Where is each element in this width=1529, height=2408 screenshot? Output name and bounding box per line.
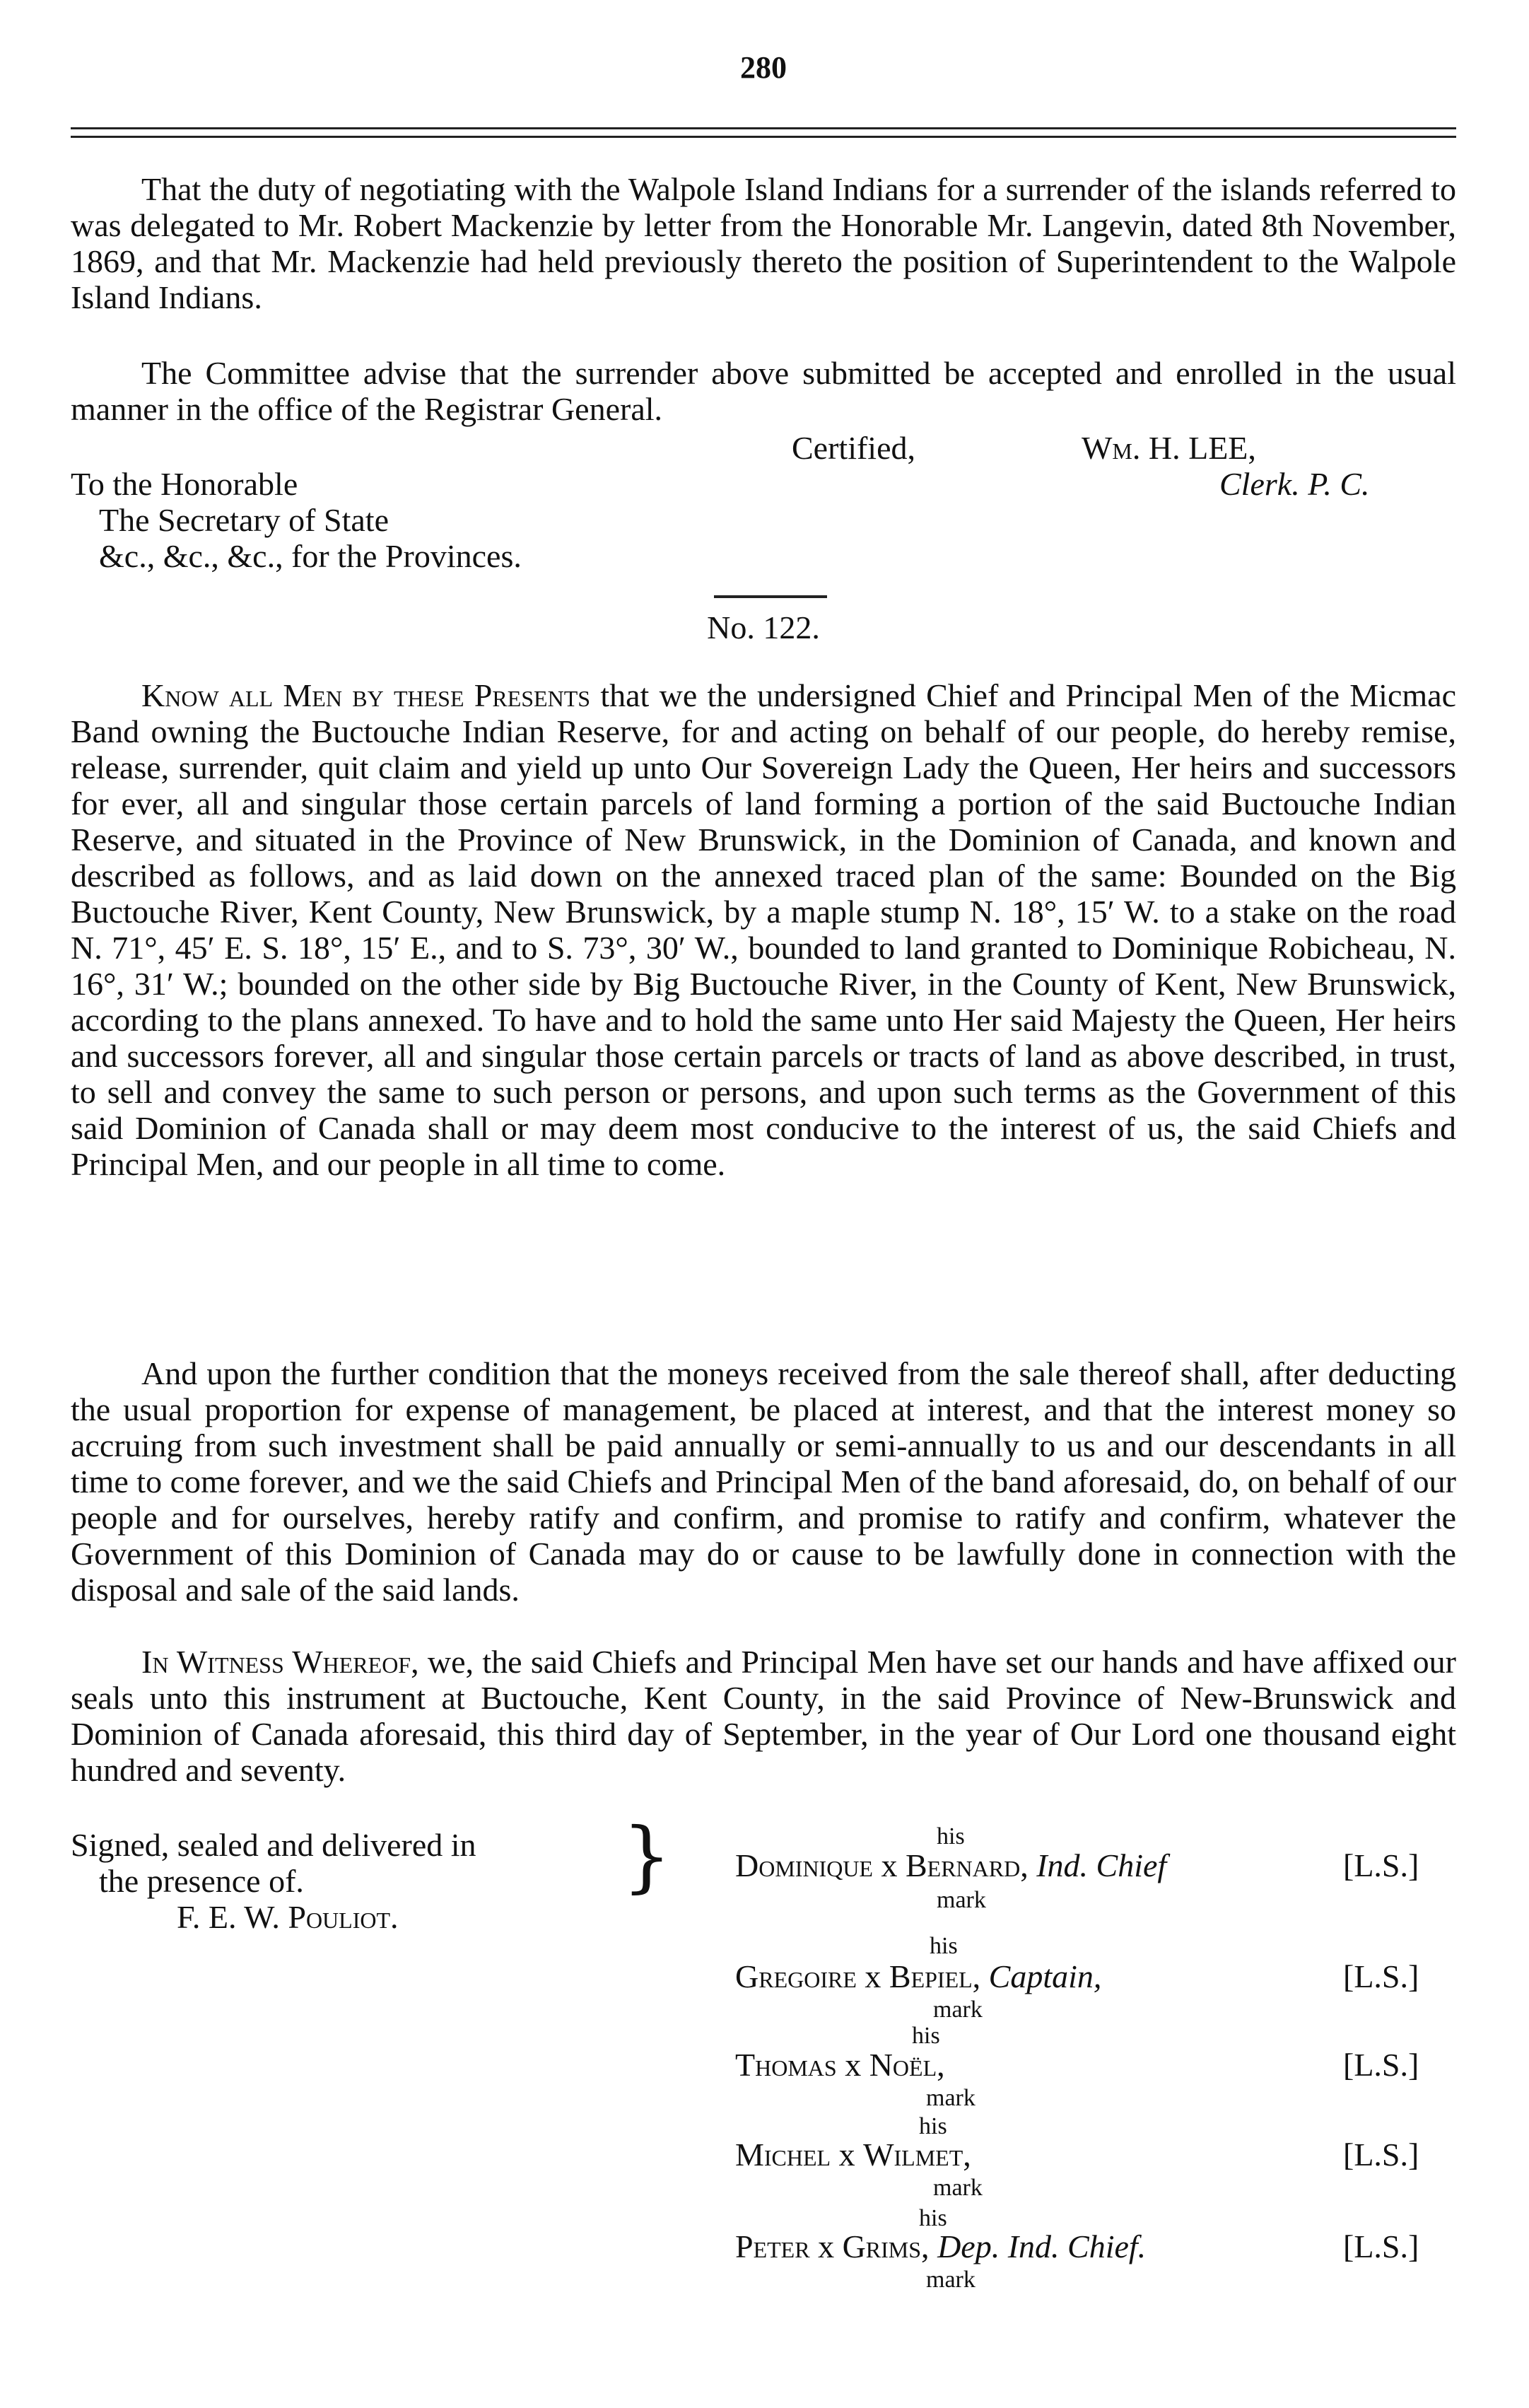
mark-label: mark: [937, 1887, 986, 1913]
deed-body-text: that we the undersigned Chief and Principal Men of the Micmac Band owning the Buctouche Indian Reserve, for and acting on behalf of our people, do hereby remise, release, surrender, quit claim and yield up unto Our Sovereign Lady the Queen, Her heirs and successors for ever, all and singular those certain parcels of land forming a portion of the said Buctouche Indian Reserve, and situated in the Province of New Brunswick, in the Dominion of Canada, and known and described as follows, and as laid down on the annexed traced plan of the same: Bounded on the Big Buctouche River, Kent County, New Brunswick, by a maple stump N. 18°, 15′ W. to a stake on the road N. 71°, 45′ E. S. 18°, 15′ E., and to S. 73°, 30′ W., bounded to land granted to Dominique Robicheau, N. 16°, 31′ W.; bounded on the other side by Big Buctouche River, in the County of Kent, New Brunswick, according to the plans annexed. To have and to hold the same unto Her said Majesty the Queen, Her heirs and successors forever, all and singular those certain parcels or tracts of land as above described, in trust, to sell and convey the same to such person or persons, and upon such terms as the Government of this said Dominion of Canada shall or may deem most conducive to the interest of us, the said Chiefs and Principal Men, and our people in all time to come.: [71, 677, 1456, 1182]
seal-label: [L.S.]: [1343, 2047, 1419, 2083]
witness-name: F. E. W. Pouliot.: [177, 1899, 399, 1935]
header-rule-bottom: [71, 136, 1456, 138]
signatory-name: Michel x Wilmet,: [735, 2137, 971, 2173]
mark-label: mark: [933, 1997, 983, 2023]
his-label: his: [912, 2023, 940, 2049]
header-rule-top: [71, 127, 1456, 129]
brace-icon: }: [622, 1811, 672, 1901]
paragraph-walpole-negotiation: That the duty of negotiating with the Walpole Island Indians for a surrender of the islands referred to was delegated to Mr. Robert Mackenzie by letter from the Honorable Mr. Langevin, dated 8th November, 1869, and that Mr. Mackenzie had held previously thereto the position of Superintendent to the Walpole Island Indians.: [71, 171, 1456, 315]
signatory-name: Peter x Grims, Dep. Ind. Chief.: [735, 2228, 1147, 2264]
seal-label: [L.S.]: [1343, 2228, 1419, 2264]
certifier-name: Wm. H. LEE,: [1082, 430, 1256, 466]
document-number: No. 122.: [707, 609, 820, 645]
witness-opening-words: In Witness Whereof,: [141, 1644, 419, 1680]
deed-opening-words: Know all Men by these Presents: [141, 677, 591, 713]
signatory-name: Thomas x Noël,: [735, 2047, 945, 2083]
address-line-2: The Secretary of State: [99, 502, 389, 538]
paragraph-in-witness: [71, 1644, 1456, 1788]
mark-label: mark: [933, 2175, 983, 2201]
section-divider: [714, 595, 827, 598]
address-line-3: &c., &c., &c., for the Provinces.: [99, 538, 522, 574]
his-label: his: [919, 2205, 947, 2231]
address-line-1: To the Honorable: [71, 466, 298, 502]
paragraph-further-condition: And upon the further condition that the moneys received from the sale thereof shall, after deducting the usual proportion for expense of management, be placed at interest, and that the interest money so accruing from such investment shall be paid annually or semi-annually to us and our descendants in all time to come forever, and we the said Chiefs and Principal Men of the band aforesaid, do, on behalf of our people and for ourselves, hereby ratify and confirm, and promise to ratify and confirm, whatever the Government of this Dominion of Canada may do or cause to be lawfully done in connection with the disposal and sale of the said lands.: [71, 1355, 1456, 1608]
his-label: his: [919, 2113, 947, 2139]
mark-label: mark: [926, 2085, 976, 2111]
signatory-name: Gregoire x Bepiel, Captain,: [735, 1958, 1102, 1994]
witness-line-1: Signed, sealed and delivered in: [71, 1827, 476, 1863]
his-label: his: [937, 1823, 965, 1849]
seal-label: [L.S.]: [1343, 2137, 1419, 2173]
witness-line-2: the presence of.: [99, 1863, 304, 1899]
seal-label: [L.S.]: [1343, 1958, 1419, 1994]
paragraph-committee-advice: The Committee advise that the surrender above submitted be accepted and enrolled in the usual manner in the office of the Registrar General.: [71, 355, 1456, 427]
paragraph-surrender-deed: [71, 677, 1456, 1182]
mark-label: mark: [926, 2267, 976, 2293]
certifier-title: Clerk. P. C.: [1219, 466, 1370, 502]
witness-clause-text: we, the said Chiefs and Principal Men have set our hands and have affixed our seals unto this instrument at Buctouche, Kent County, in the said Province of New-Brunswick and Dominion of Canada aforesaid, this third day of September, in the year of Our Lord one thousand eight hundred and seventy.: [71, 1644, 1457, 1788]
signatory-name: Dominique x Bernard, Ind. Chief: [735, 1847, 1167, 1883]
certified-label: Certified,: [792, 430, 915, 466]
page-number: 280: [740, 50, 787, 85]
seal-label: [L.S.]: [1343, 1847, 1419, 1883]
his-label: his: [930, 1933, 958, 1959]
